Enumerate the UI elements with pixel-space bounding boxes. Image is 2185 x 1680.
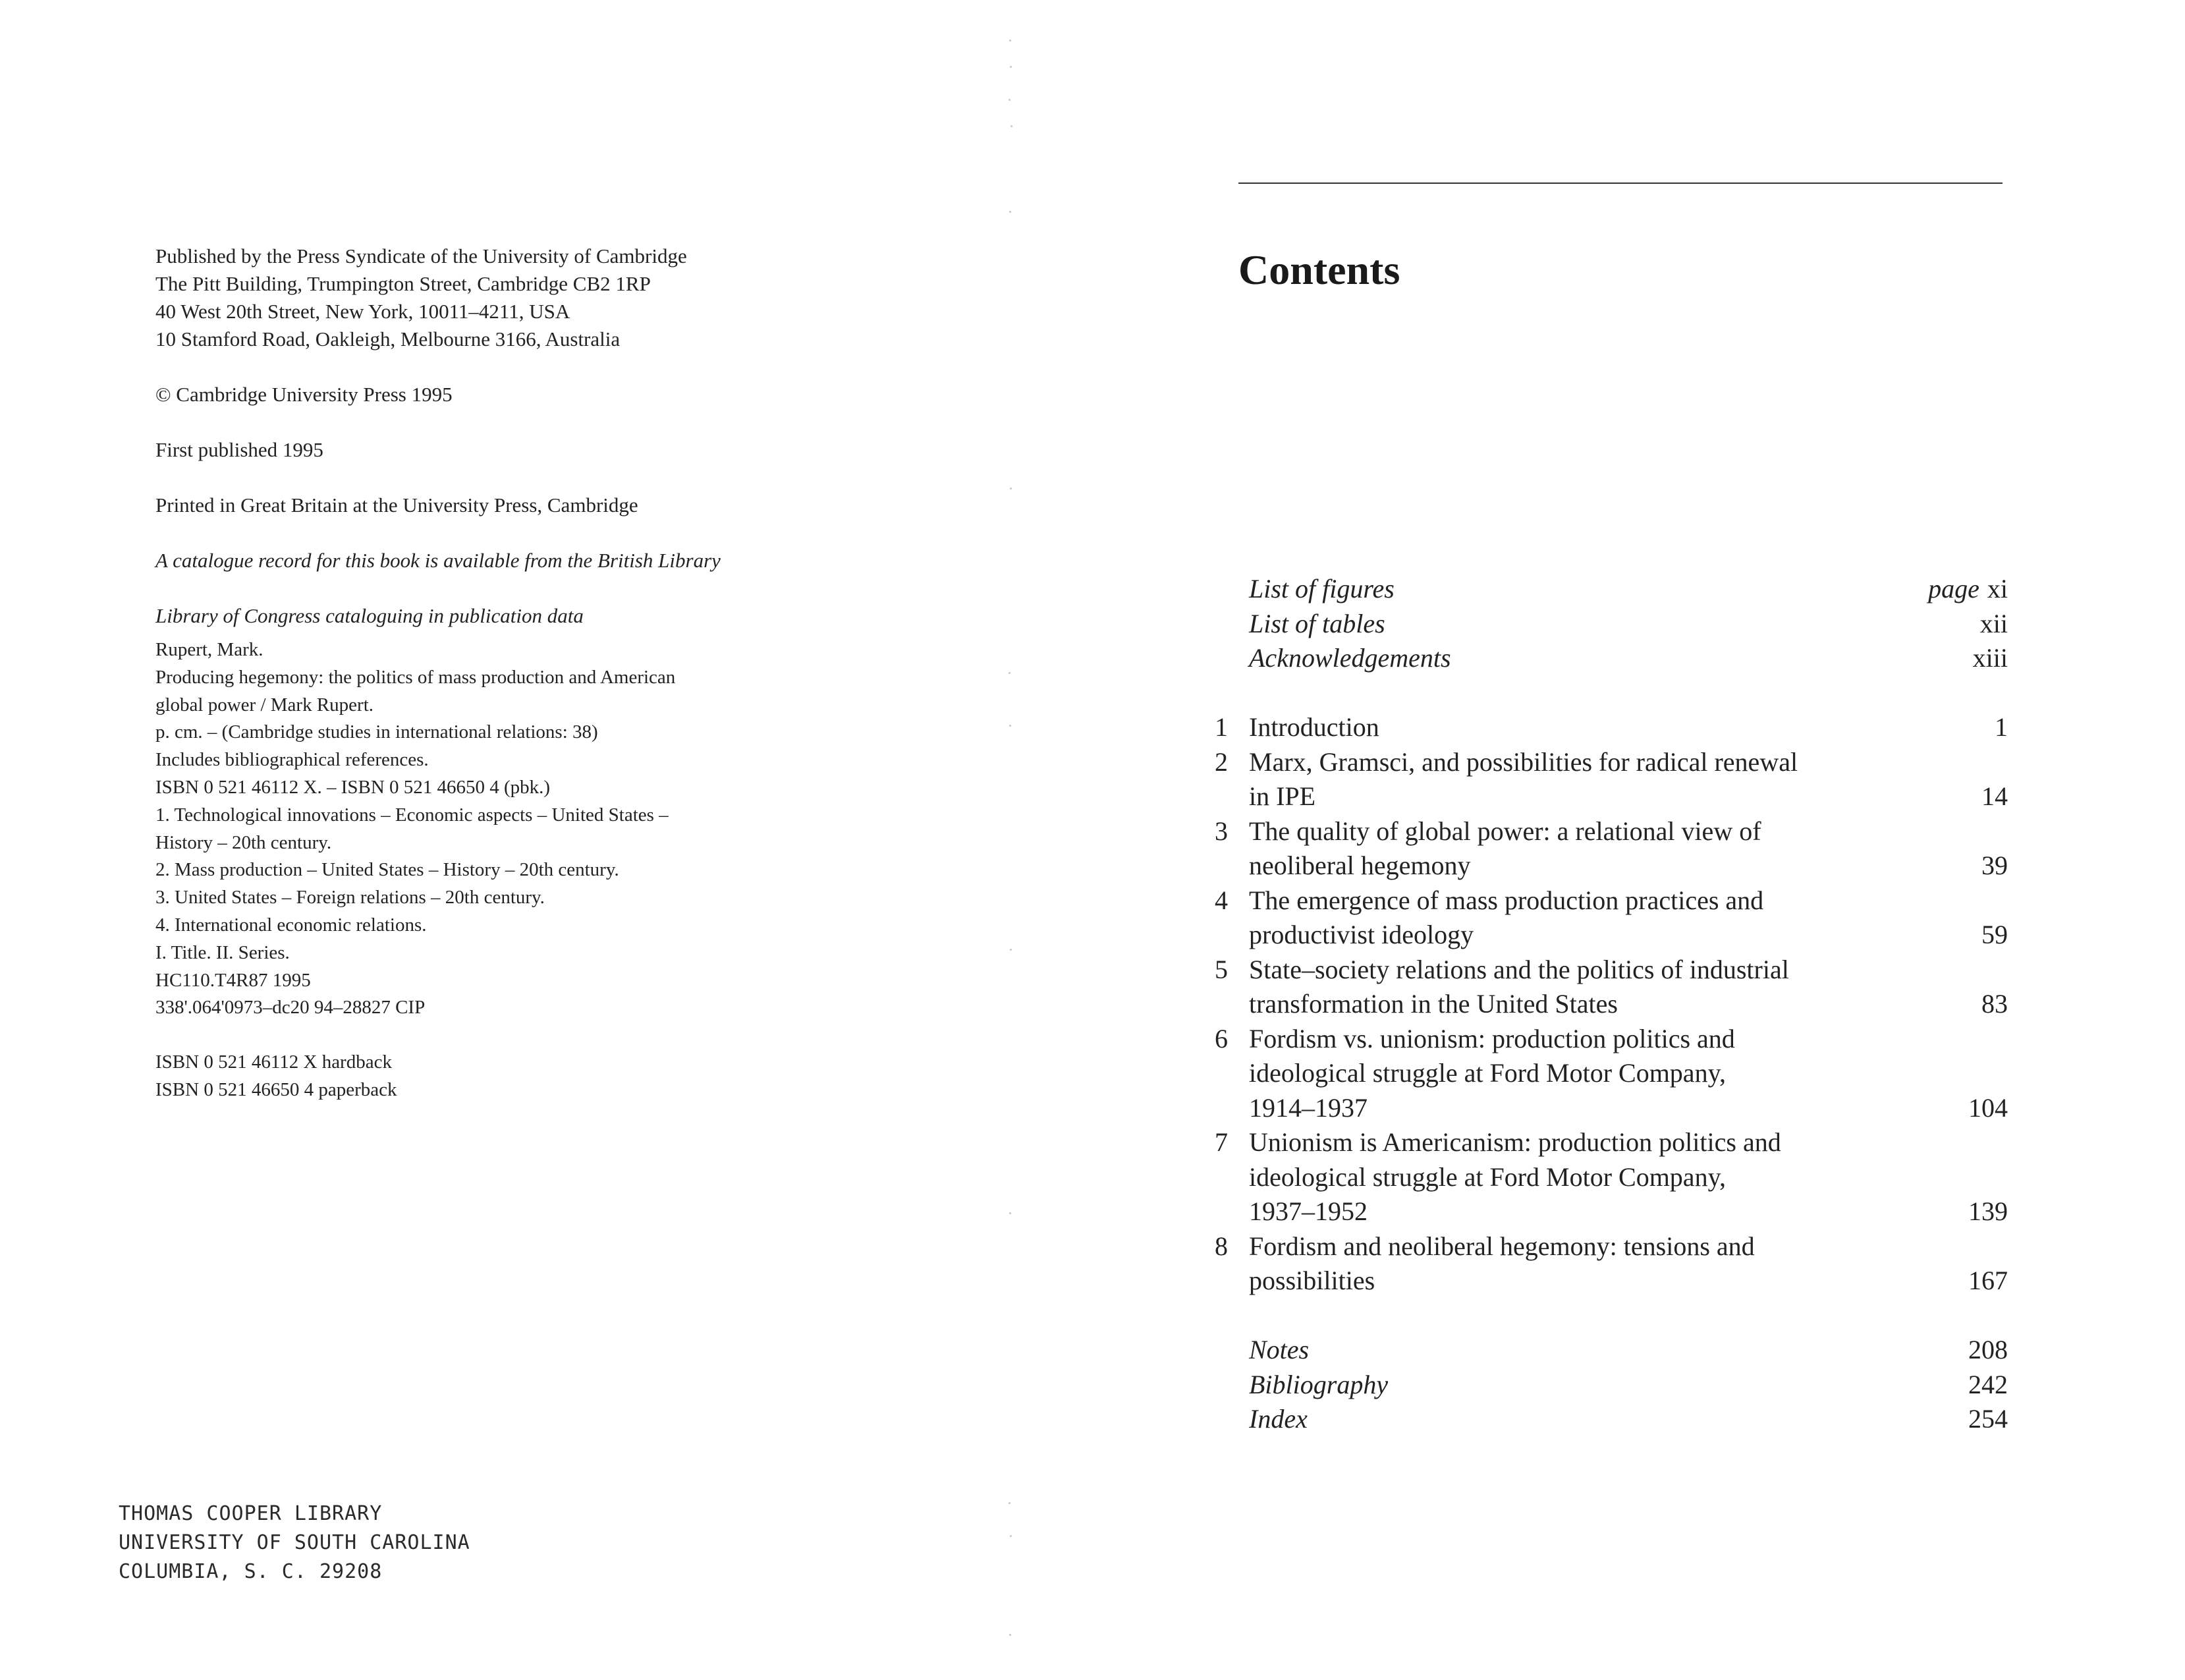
toc-entry-page: xii — [1979, 608, 2008, 638]
imprint-block — [155, 242, 906, 630]
speck — [1010, 66, 1012, 68]
toc-entry-page: 242 — [1968, 1369, 2008, 1399]
table-of-contents — [1186, 572, 2008, 1437]
toc-entry — [1186, 1402, 2008, 1437]
isbn-hardback: ISBN 0 521 46112 X hardback — [155, 1051, 392, 1073]
toc-entry-page: 254 — [1968, 1404, 2008, 1434]
speck — [1010, 125, 1012, 127]
speck — [1009, 1502, 1010, 1504]
toc-chapter — [1186, 710, 2008, 745]
publisher-line: The Pitt Building, Trumpington Street, Cambridge CB2 1RP — [155, 272, 651, 295]
first-published: First published 1995 — [155, 438, 323, 461]
gutter-marks — [1008, 26, 1013, 1660]
chapter-page: 104 — [1968, 1092, 2008, 1123]
speck — [1009, 40, 1011, 42]
stamp-line: COLUMBIA, S. C. 29208 — [119, 1560, 383, 1583]
chapter-title-line: Marx, Gramsci, and possibilities for radical renewal — [1249, 746, 1798, 777]
chapter-page: 83 — [1981, 989, 2008, 1019]
chapter-page: 39 — [1981, 851, 2008, 880]
cataloguing-line: 1. Technological innovations – Economic aspects – United States – — [155, 804, 669, 826]
cataloguing-line: History – 20th century. — [155, 831, 332, 853]
stamp-line: UNIVERSITY OF SOUTH CAROLINA — [119, 1531, 470, 1554]
cataloguing-line: 2. Mass production – United States – History – 20th century. — [155, 859, 619, 881]
toc-entry — [1186, 641, 2008, 676]
copyright-notice: © Cambridge University Press 1995 — [155, 383, 453, 406]
chapter-title-line: State–society relations and the politics of industrial — [1249, 954, 1789, 984]
toc-chapter — [1186, 953, 2008, 1022]
cataloguing-line: p. cm. – (Cambridge studies in international relations: 38) — [155, 721, 598, 743]
library-stamp — [119, 1499, 470, 1586]
chapter-number: 3 — [1215, 816, 1228, 846]
toc-chapter — [1186, 745, 2008, 814]
copyright-page — [0, 0, 1001, 1680]
cataloguing-line: 4. International economic relations. — [155, 914, 427, 936]
chapter-title-line: ideological struggle at Ford Motor Company, — [1249, 1058, 1726, 1088]
toc-entry — [1186, 572, 2008, 607]
toc-entry — [1186, 1368, 2008, 1403]
speck — [1009, 99, 1010, 101]
chapter-title-line: possibilities — [1249, 1266, 1375, 1295]
publisher-line: Published by the Press Syndicate of the University of Cambridge — [155, 244, 687, 267]
toc-entry-title: List of tables — [1249, 608, 1385, 638]
chapter-title-line: Introduction — [1249, 712, 1379, 742]
chapter-title-line: Fordism and neoliberal hegemony: tensions and — [1249, 1231, 1755, 1261]
page-prefix: page — [1928, 574, 1979, 603]
speck — [1010, 488, 1012, 490]
chapter-page: 1 — [1995, 712, 2008, 742]
cataloguing-line: I. Title. II. Series. — [155, 941, 290, 963]
chapter-title-line: The emergence of mass production practices and — [1249, 885, 1764, 915]
chapter-title-line: 1937–1952 — [1249, 1196, 1368, 1226]
toc-entry — [1186, 607, 2008, 642]
speck — [1009, 725, 1011, 727]
speck — [1010, 1535, 1012, 1537]
chapter-number: 6 — [1215, 1023, 1228, 1053]
toc-entry-title: List of figures — [1249, 574, 1395, 603]
chapter-title-line: Fordism vs. unionism: production politics and — [1249, 1023, 1735, 1053]
toc-entry-title: Index — [1249, 1404, 1308, 1434]
header-rule — [1238, 182, 2003, 184]
chapter-number: 7 — [1215, 1127, 1228, 1157]
cataloguing-line: 338'.064'0973–dc20 94–28827 CIP — [155, 997, 426, 1019]
toc-entry — [1186, 1333, 2008, 1368]
chapter-page: 59 — [1981, 920, 2008, 949]
toc-entry-page: xiii — [1972, 643, 2008, 673]
chapter-title-line: in IPE — [1249, 781, 1316, 811]
printed-notice: Printed in Great Britain at the University Press, Cambridge — [155, 493, 638, 517]
publisher-line: 10 Stamford Road, Oakleigh, Melbourne 3166, Australia — [155, 327, 621, 350]
toc-entry-page: 208 — [1968, 1335, 2008, 1364]
cataloguing-line: ISBN 0 521 46112 X. – ISBN 0 521 46650 4 (pbk.) — [155, 776, 551, 798]
chapter-title-line: neoliberal hegemony — [1249, 851, 1471, 880]
page-title: Contents — [1238, 246, 1400, 293]
chapter-title-line: The quality of global power: a relational view of — [1249, 816, 1761, 846]
toc-entry-title: Bibliography — [1249, 1369, 1389, 1399]
toc-entry-page: xi — [1987, 574, 2008, 603]
chapter-title-line: Unionism is Americanism: production politics and — [1249, 1127, 1781, 1157]
speck — [1009, 1634, 1011, 1636]
cataloguing-line: global power / Mark Rupert. — [155, 694, 374, 715]
cataloguing-line: Rupert, Mark. — [155, 639, 263, 660]
toc-chapter — [1186, 883, 2008, 953]
speck — [1009, 211, 1011, 213]
toc-entry-title: Notes — [1249, 1335, 1310, 1364]
chapter-number: 8 — [1215, 1231, 1228, 1261]
chapter-page: 139 — [1968, 1196, 2008, 1226]
cataloguing-line: 3. United States – Foreign relations – 20th century. — [155, 887, 545, 909]
chapter-number: 4 — [1215, 885, 1228, 915]
contents-page — [1186, 0, 2042, 1680]
publisher-line: 40 West 20th Street, New York, 10011–4211, USA — [155, 300, 570, 323]
toc-chapter — [1186, 1022, 2008, 1126]
chapter-title-line: transformation in the United States — [1249, 989, 1618, 1019]
catalogue-record-notice: A catalogue record for this book is available from the British Library — [155, 549, 721, 572]
speck — [1009, 1212, 1011, 1214]
chapter-page: 14 — [1981, 781, 2008, 811]
loc-heading: Library of Congress cataloguing in publication data — [155, 604, 584, 627]
toc-entry-title: Acknowledgements — [1249, 643, 1451, 673]
stamp-line: THOMAS COOPER LIBRARY — [119, 1502, 383, 1525]
chapter-title-line: ideological struggle at Ford Motor Company, — [1249, 1162, 1726, 1192]
cataloguing-line: Includes bibliographical references. — [155, 749, 429, 771]
chapter-title-line: productivist ideology — [1249, 920, 1474, 949]
cataloguing-line: Producing hegemony: the politics of mass production and American — [155, 666, 676, 688]
isbn-paperback: ISBN 0 521 46650 4 paperback — [155, 1078, 397, 1100]
toc-chapter — [1186, 1125, 2008, 1229]
chapter-title-line: 1914–1937 — [1249, 1092, 1368, 1123]
toc-chapter — [1186, 814, 2008, 883]
speck — [1009, 672, 1010, 674]
chapter-page: 167 — [1968, 1266, 2008, 1295]
toc-chapter — [1186, 1229, 2008, 1299]
isbn-block — [155, 1049, 397, 1104]
cataloguing-data — [155, 636, 920, 1022]
chapter-number: 1 — [1215, 712, 1228, 742]
chapter-number: 2 — [1215, 746, 1228, 777]
speck — [1010, 949, 1012, 951]
chapter-number: 5 — [1215, 954, 1228, 984]
cataloguing-line: HC110.T4R87 1995 — [155, 969, 311, 991]
